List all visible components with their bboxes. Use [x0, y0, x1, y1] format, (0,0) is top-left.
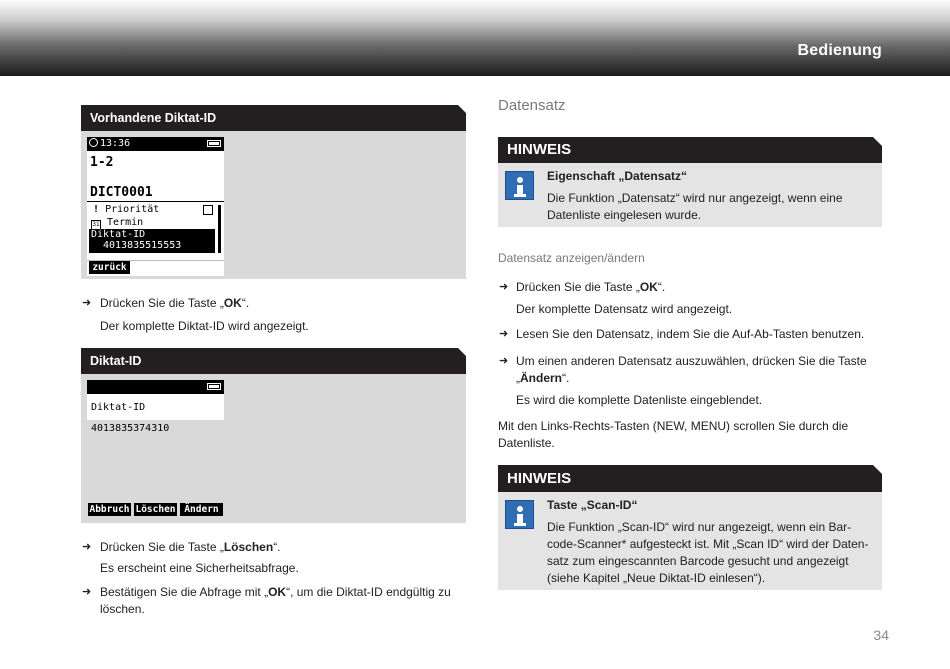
- selected-label: Diktat-ID: [91, 229, 146, 240]
- info-icon: [505, 171, 534, 200]
- selected-value: 4013835515553: [103, 240, 182, 251]
- screen-line-2: DICT0001: [90, 185, 153, 200]
- step2b-key: OK: [268, 585, 287, 599]
- page-header: [0, 0, 950, 76]
- step1-text-post: “.: [241, 296, 250, 310]
- exclamation-icon: !: [93, 204, 100, 215]
- subsection-title: Datensatz anzeigen/ändern: [498, 251, 645, 265]
- screen-line-1: 1-2: [90, 155, 114, 170]
- hinweis-notch: [873, 137, 882, 146]
- step2a-text-pre: Drücken Sie die Taste „: [100, 540, 224, 554]
- hinweis-2-line-1: Die Funktion „Scan-ID“ wird nur angezeigt, wenn ein Bar-: [547, 520, 852, 534]
- screen-label: Diktat-ID: [91, 402, 146, 413]
- step2b-text-post: “, um die Diktat-ID endgültig zu: [286, 585, 451, 599]
- step-arrow-icon: ➜: [499, 355, 509, 367]
- page-number: 34: [873, 627, 889, 643]
- hinweis-1-title: Eigenschaft „Datensatz“: [547, 169, 688, 183]
- hinweis-1-header: [498, 137, 882, 163]
- step-arrow-icon: ➜: [82, 541, 92, 553]
- step2a-key: Löschen: [223, 540, 274, 554]
- right-step1-key: OK: [639, 280, 658, 294]
- paragraph-line-1: Mit den Links-Rechts-Tasten (NEW, MENU) scrollen Sie durch die: [498, 419, 849, 433]
- step-arrow-icon: ➜: [499, 328, 509, 340]
- menu-item-label: Priorität: [105, 204, 160, 215]
- step2a-result: Es erscheint eine Sicherheitsabfrage.: [100, 561, 299, 575]
- status-time: 13:36: [100, 138, 131, 149]
- battery-icon: [207, 383, 221, 390]
- step2a-text-post: “.: [273, 540, 281, 554]
- right-step1-pre: Drücken Sie die Taste „: [516, 280, 640, 294]
- device-screen: [87, 137, 224, 276]
- hinweis-1-line-2: Datenliste eingelesen wurde.: [547, 208, 702, 222]
- paragraph-line-2: Datenliste.: [498, 436, 555, 450]
- menu-item-prioritaet: [93, 204, 159, 215]
- battery-icon: [207, 140, 221, 147]
- panel-diktat-id-body: [81, 374, 466, 523]
- softkey-loeschen[interactable]: Löschen: [135, 504, 176, 515]
- scrollbar: [218, 205, 221, 253]
- panel-title: Diktat-ID: [90, 354, 142, 368]
- panel-diktat-id-header: [81, 348, 466, 374]
- hinweis-label: HINWEIS: [507, 470, 572, 487]
- panel-vorhandene-diktat-id-header: [81, 105, 466, 131]
- step2b-text-pre: Bestätigen Sie die Abfrage mit „: [100, 585, 269, 599]
- menu-item-label: Termin: [107, 217, 144, 228]
- step2a-instruction: [100, 539, 281, 556]
- clock-icon: [89, 138, 98, 147]
- status-bar: [87, 380, 224, 394]
- screen-divider: [87, 201, 224, 202]
- step-arrow-icon: ➜: [499, 281, 509, 293]
- right-step1-post: “.: [657, 280, 666, 294]
- step2b-continuation: löschen.: [100, 602, 145, 616]
- right-step2-instruction: Lesen Sie den Datensatz, indem Sie die Auf-Ab-Tasten benutzen.: [516, 327, 865, 341]
- softkey-zurueck[interactable]: zurück: [89, 261, 130, 274]
- softkey-aendern[interactable]: Ändern: [180, 503, 223, 516]
- step1-key: OK: [223, 296, 242, 310]
- right-step3-post: “.: [562, 371, 570, 385]
- status-bar: [87, 137, 224, 151]
- right-step1-result: Der komplette Datensatz wird angezeigt.: [516, 302, 733, 316]
- hinweis-2-header: [498, 465, 882, 492]
- step1-text-pre: Drücken Sie die Taste „: [100, 296, 224, 310]
- softkey-abbruch[interactable]: Abbruch: [89, 504, 130, 515]
- hinweis-2-title: Taste „Scan-ID“: [547, 498, 638, 512]
- hinweis-2-line-4: (siehe Kapitel „Neue Diktat-ID einlesen“).: [547, 571, 766, 585]
- hinweis-notch: [873, 465, 882, 474]
- right-step1-instruction: [516, 279, 665, 296]
- hinweis-2-line-3: satz zum eingescannten Barcode gesucht und angezeigt: [547, 554, 849, 568]
- right-step3-result: Es wird die komplette Datenliste eingeblendet.: [516, 393, 763, 407]
- step-arrow-icon: ➜: [82, 586, 92, 598]
- hinweis-2-line-2: code-Scanner* aufgesteckt ist. Mit „Scan ID“ wird der Daten-: [547, 537, 869, 551]
- header-title: Bedienung: [797, 42, 882, 59]
- hinweis-1-line-1: Die Funktion „Datensatz“ wird nur angezeigt, wenn eine: [547, 191, 843, 205]
- right-step3-line2: [516, 370, 569, 387]
- hinweis-2-body: [498, 492, 882, 590]
- menu-item-selected: [89, 229, 215, 253]
- checkbox-icon: [203, 205, 213, 215]
- right-step3-key: Ändern: [520, 371, 562, 385]
- step1-instruction: [100, 295, 249, 312]
- step2b-instruction: [100, 584, 451, 601]
- panel-notch: [458, 348, 466, 356]
- right-step3-pre: „: [516, 371, 520, 385]
- step-arrow-icon: ➜: [82, 297, 92, 309]
- screen-value: 4013835374310: [91, 423, 170, 434]
- info-icon: [505, 500, 534, 529]
- section-title-datensatz: Datensatz: [498, 97, 566, 114]
- calendar-icon: 31: [92, 221, 100, 228]
- device-screen: [87, 380, 224, 420]
- hinweis-label: HINWEIS: [507, 141, 572, 158]
- right-step3-line1: Um einen anderen Datensatz auszuwählen, drücken Sie die Taste: [516, 354, 867, 368]
- panel-title: Vorhandene Diktat-ID: [90, 111, 217, 125]
- step1-result: Der komplette Diktat-ID wird angezeigt.: [100, 319, 309, 333]
- hinweis-1-body: [498, 163, 882, 227]
- panel-notch: [458, 105, 466, 113]
- panel-vorhandene-diktat-id-body: [81, 131, 466, 279]
